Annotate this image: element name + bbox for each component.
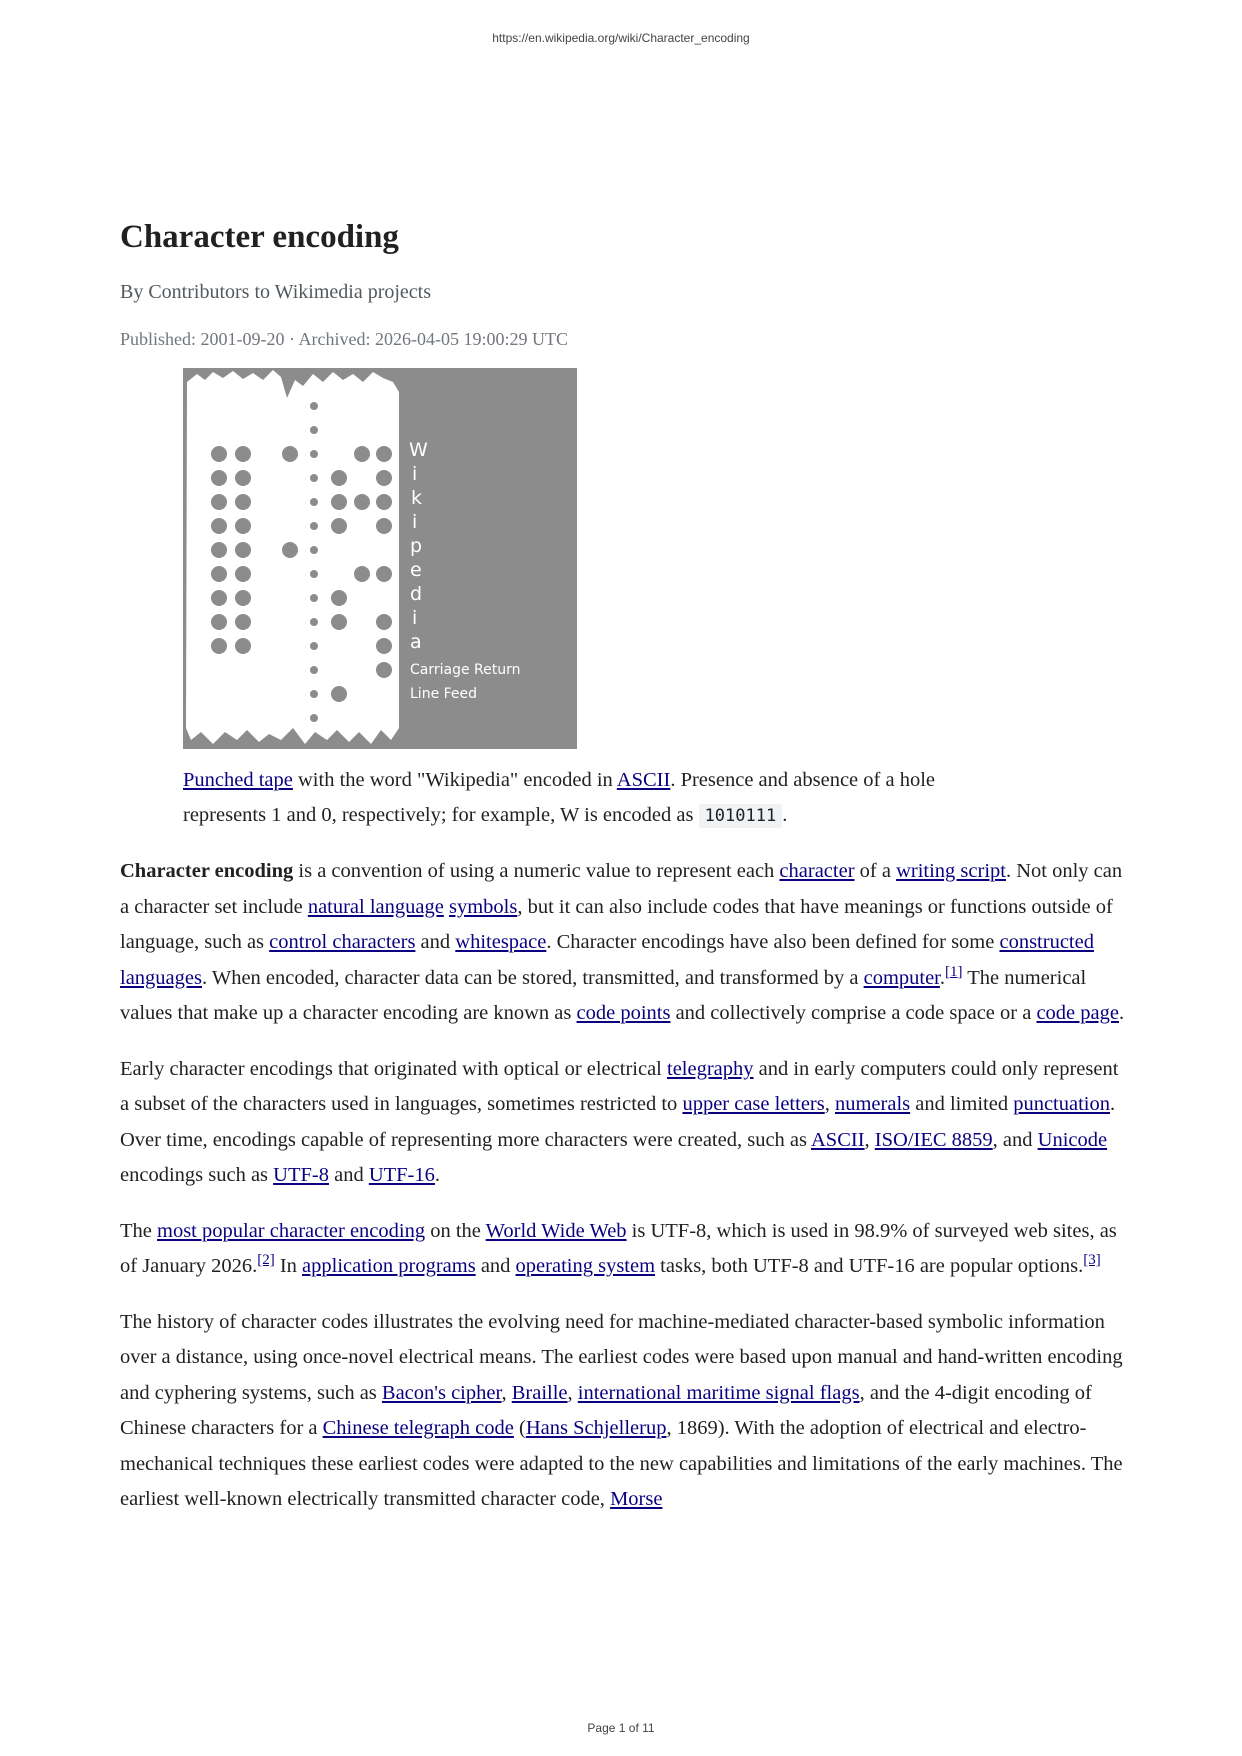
text: , — [824, 1093, 835, 1115]
text: , 1869). With the adoption of electrical and electro-mechanical techniques these earliest codes were adapted to the new capabilities and limitations of the early machines. The earliest well-known electrically transmitted character code, — [120, 1417, 1123, 1510]
paragraph-web-usage — [120, 1214, 1125, 1285]
data-hole — [211, 470, 227, 486]
page-title: Character encoding — [120, 219, 399, 255]
text: . — [434, 1164, 441, 1186]
code-sample: 1010111 — [699, 804, 783, 828]
page-number: Page 1 of 11 — [587, 1721, 655, 1735]
data-hole — [211, 566, 227, 582]
link-natural-language[interactable]: natural language — [307, 895, 444, 918]
data-hole — [354, 566, 370, 582]
data-hole — [211, 446, 227, 462]
reference-link[interactable]: [2] — [257, 1252, 275, 1268]
data-hole — [235, 638, 251, 654]
data-hole — [376, 446, 392, 462]
link-braille[interactable]: Braille — [511, 1381, 568, 1404]
data-hole — [354, 446, 370, 462]
text: The — [120, 1219, 157, 1242]
paragraph-history — [120, 1052, 1125, 1194]
text: of a — [854, 860, 897, 882]
link-punched-tape[interactable]: Punched tape — [183, 769, 293, 791]
sprocket-hole — [310, 618, 318, 626]
byline: By Contributors to Wikimedia projects — [120, 281, 432, 303]
text: , — [864, 1128, 875, 1151]
text: , and the 4-digit encoding of Chinese characters for a — [120, 1381, 1092, 1439]
publish-info: Published: 2001-09-20 · Archived: 2026-04-05 19:00:29 UTC — [120, 329, 568, 349]
text: . Not only can a character set include — [120, 860, 1123, 918]
text: , but it can also include codes that have meanings or functions outside of language, such as — [120, 895, 1113, 953]
data-hole — [354, 494, 370, 510]
sprocket-hole — [310, 522, 318, 530]
data-hole — [211, 590, 227, 606]
page-url: https://en.wikipedia.org/wiki/Character_encoding — [492, 31, 750, 45]
link-punctuation[interactable]: punctuation — [1013, 1093, 1110, 1115]
link-world-wide-web[interactable]: World Wide Web — [485, 1219, 627, 1242]
sprocket-hole — [310, 594, 318, 602]
link-utf-8[interactable]: UTF-8 — [273, 1164, 329, 1186]
link-computer[interactable]: computer — [863, 966, 940, 989]
text: . When encoded, character data can be stored, transmitted, and transformed by a — [201, 966, 864, 989]
text: and limited — [910, 1093, 1014, 1115]
data-hole — [211, 614, 227, 630]
sprocket-hole — [310, 450, 318, 458]
text: and in early computers could only represent a subset of the characters used in languages, sometimes restricted to — [120, 1057, 1119, 1115]
tape-letter: a — [410, 631, 422, 653]
data-hole — [235, 518, 251, 534]
text: and — [328, 1164, 369, 1186]
tape-letter: i — [412, 607, 418, 629]
text: . Over time, encodings capable of representing more characters were created, such as — [120, 1093, 1116, 1151]
link-whitespace[interactable]: whitespace — [455, 931, 547, 953]
punched-tape-figure — [183, 368, 1125, 834]
link-writing-script[interactable]: writing script — [896, 860, 1006, 882]
data-hole — [376, 638, 392, 654]
sprocket-hole — [310, 426, 318, 434]
link-code-points[interactable]: code points — [576, 1002, 671, 1024]
text: is UTF-8, which is used in 98.9% of surveyed web sites, as of January 2026. — [120, 1219, 1117, 1277]
data-hole — [235, 590, 251, 606]
sprocket-hole — [310, 642, 318, 650]
tape-letter: i — [412, 463, 418, 485]
link-ascii[interactable]: ASCII — [810, 1128, 865, 1151]
text: . — [939, 966, 946, 989]
sprocket-hole — [310, 570, 318, 578]
data-hole — [376, 518, 392, 534]
sprocket-hole — [310, 714, 318, 722]
link-code-page[interactable]: code page — [1036, 1002, 1119, 1024]
figure-caption — [183, 763, 1023, 834]
data-hole — [331, 614, 347, 630]
text: ( — [513, 1417, 526, 1439]
link-morse[interactable]: Morse — [610, 1488, 663, 1510]
text: In — [274, 1255, 303, 1277]
data-hole — [376, 662, 392, 678]
data-hole — [331, 470, 347, 486]
link-symbols[interactable]: symbols — [448, 895, 518, 918]
link-chinese-telegraph-code[interactable]: Chinese telegraph code — [322, 1417, 514, 1439]
text: encodings such as — [120, 1164, 274, 1186]
text: , and — [992, 1128, 1038, 1151]
tape-letter: e — [410, 559, 422, 581]
data-hole — [331, 494, 347, 510]
sprocket-hole — [310, 402, 318, 410]
link-most-popular-encoding[interactable]: most popular character encoding — [157, 1219, 426, 1242]
link-numerals[interactable]: numerals — [834, 1093, 911, 1115]
text: is a convention of using a numeric value to represent each — [293, 860, 780, 882]
data-hole — [331, 590, 347, 606]
paragraph-intro — [120, 854, 1125, 1032]
link-application-programs[interactable]: application programs — [302, 1255, 476, 1277]
sprocket-hole — [310, 690, 318, 698]
tape-letter: d — [410, 583, 423, 605]
link-control-characters[interactable]: control characters — [269, 931, 416, 953]
tape-letter: p — [410, 535, 423, 557]
link-bacons-cipher[interactable]: Bacon's cipher — [381, 1381, 502, 1404]
link-character[interactable]: character — [779, 860, 855, 882]
tape-label-cr: Carriage Return — [410, 662, 521, 678]
link-hans-schjellerup[interactable]: Hans Schjellerup — [525, 1417, 667, 1439]
tape-letter: i — [412, 511, 418, 533]
text: and — [415, 931, 456, 953]
sprocket-hole — [310, 474, 318, 482]
data-hole — [376, 614, 392, 630]
link-constructed-languages[interactable]: constructed languages — [120, 931, 1094, 989]
punched-tape-image — [183, 368, 577, 749]
data-hole — [235, 470, 251, 486]
text: . Character encodings have also been defined for some — [546, 931, 1000, 953]
data-hole — [211, 494, 227, 510]
link-maritime-signal-flags[interactable]: international maritime signal flags — [577, 1381, 860, 1404]
data-hole — [235, 446, 251, 462]
paragraph-codes-history — [120, 1305, 1125, 1518]
reference-link[interactable]: [1] — [945, 963, 963, 980]
data-hole — [376, 470, 392, 486]
sprocket-hole — [310, 666, 318, 674]
data-hole — [211, 542, 227, 558]
text: tasks, both UTF-8 and UTF-16 are popular options. — [655, 1255, 1084, 1277]
tape-label-lf: Line Feed — [410, 686, 478, 702]
data-hole — [211, 518, 227, 534]
data-hole — [331, 686, 347, 702]
data-hole — [282, 542, 298, 558]
data-hole — [235, 566, 251, 582]
data-hole — [282, 446, 298, 462]
text: The numerical values that make up a character encoding are known as — [120, 966, 1087, 1024]
text: and collectively comprise a code space or a — [670, 1002, 1037, 1024]
reference-link[interactable]: [3] — [1083, 1252, 1101, 1268]
link-operating-system[interactable]: operating system — [515, 1255, 656, 1277]
caption-text: . Presence and absence of a hole represents 1 and 0, respectively; for example, W is encoded as — [183, 769, 935, 826]
data-hole — [376, 494, 392, 510]
text: The history of character codes illustrates the evolving need for machine-mediated character-based symbolic information over a distance, using once-novel electrical means. The earliest codes were based upon manual and hand-written encoding and cyphering systems, such as — [120, 1310, 1123, 1404]
caption-text: with the word "Wikipedia" encoded in — [292, 769, 617, 791]
bold-term: Character encoding — [120, 860, 294, 882]
text: , — [501, 1381, 512, 1404]
sprocket-hole — [310, 546, 318, 554]
data-hole — [235, 542, 251, 558]
link-utf-16[interactable]: UTF-16 — [368, 1164, 435, 1186]
data-hole — [235, 494, 251, 510]
article — [120, 212, 1125, 1518]
tape-letter: k — [411, 487, 423, 509]
link-telegraphy[interactable]: telegraphy — [667, 1057, 754, 1080]
data-hole — [211, 638, 227, 654]
tape-letter: W — [409, 439, 428, 461]
link-unicode[interactable]: Unicode — [1037, 1128, 1108, 1151]
data-hole — [331, 518, 347, 534]
text: Early character encodings that originated with optical or electrical — [120, 1057, 667, 1080]
text: , — [567, 1381, 578, 1404]
data-hole — [376, 566, 392, 582]
caption-text: . — [782, 804, 788, 826]
link-upper-case-letters[interactable]: upper case letters — [682, 1093, 825, 1115]
link-iso-8859[interactable]: ISO/IEC 8859 — [874, 1128, 993, 1151]
text: . — [1118, 1002, 1125, 1024]
text: and — [475, 1255, 516, 1277]
link-ascii[interactable]: ASCII — [616, 769, 671, 791]
sprocket-hole — [310, 498, 318, 506]
data-hole — [235, 614, 251, 630]
text: on the — [425, 1219, 486, 1242]
